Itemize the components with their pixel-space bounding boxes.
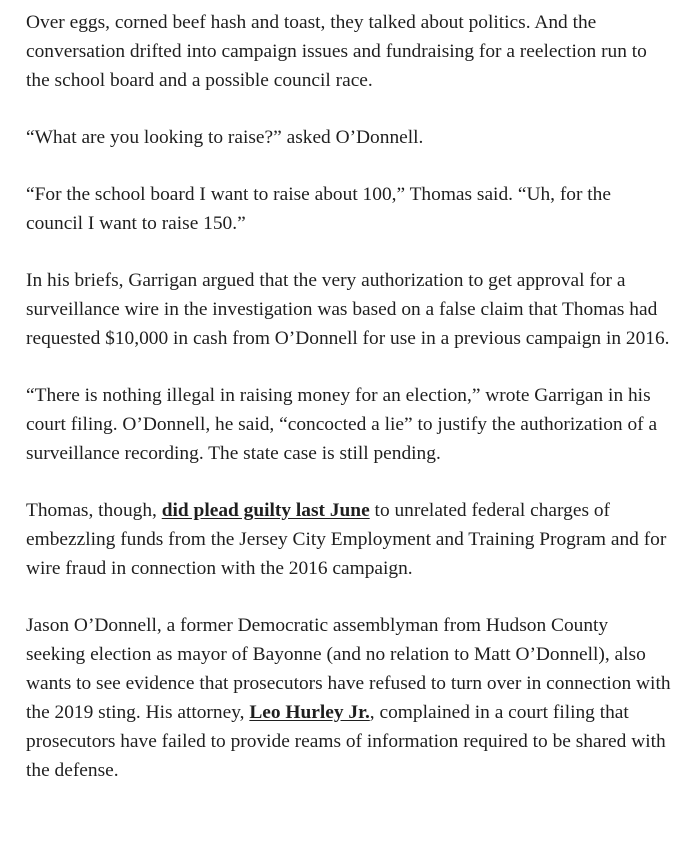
jason-odonnell-text-before: Jason O’Donnell, a former Democratic assemblyman from Hudson County seeking election as mayor of Bayonne (and no relation to Matt O’Donnell), also wants to see evidence that prosecutors have refused to turn over in connection with the 2019 sting. His attorney, xyxy=(26,615,671,723)
guilty-plea-text-before: Thomas, though, xyxy=(26,500,162,521)
jason-odonnell-text-after: , complained in a court filing that prosecutors have failed to provide reams of information required to be shared with the defense. xyxy=(26,702,666,781)
paragraph-raise-question: “What are you looking to raise?” asked O’Donnell. xyxy=(26,127,424,148)
guilty-plea-text-after: to unrelated federal charges of embezzling funds from the Jersey City Employment and Training Program and for wire fraud in connection with the 2016 campaign. xyxy=(26,500,667,579)
article-body xyxy=(26,8,671,813)
paragraph-guilty-plea xyxy=(26,496,671,583)
paragraph-court-filing: “There is nothing illegal in raising money for an election,” wrote Garrigan in his court filing. O’Donnell, he said, “concocted a lie” to justify the authorization of a surveillance recording. The state case is still pending. xyxy=(26,385,658,464)
paragraph-raise-answer: “For the school board I want to raise about 100,” Thomas said. “Uh, for the council I want to raise 150.” xyxy=(26,184,611,234)
leo-hurley-link[interactable]: Leo Hurley Jr. xyxy=(249,702,370,723)
paragraph-garrigan-briefs: In his briefs, Garrigan argued that the very authorization to get approval for a surveillance wire in the investigation was based on a false claim that Thomas had requested $10,000 in cash from O’Donnell for use in a previous campaign in 2016. xyxy=(26,270,670,349)
paragraph-jason-odonnell xyxy=(26,611,671,785)
guilty-plea-link[interactable]: did plead guilty last June xyxy=(161,500,370,521)
paragraph-breakfast: Over eggs, corned beef hash and toast, they talked about politics. And the conversation drifted into campaign issues and fundraising for a reelection run to the school board and a possible council race. xyxy=(26,12,647,91)
